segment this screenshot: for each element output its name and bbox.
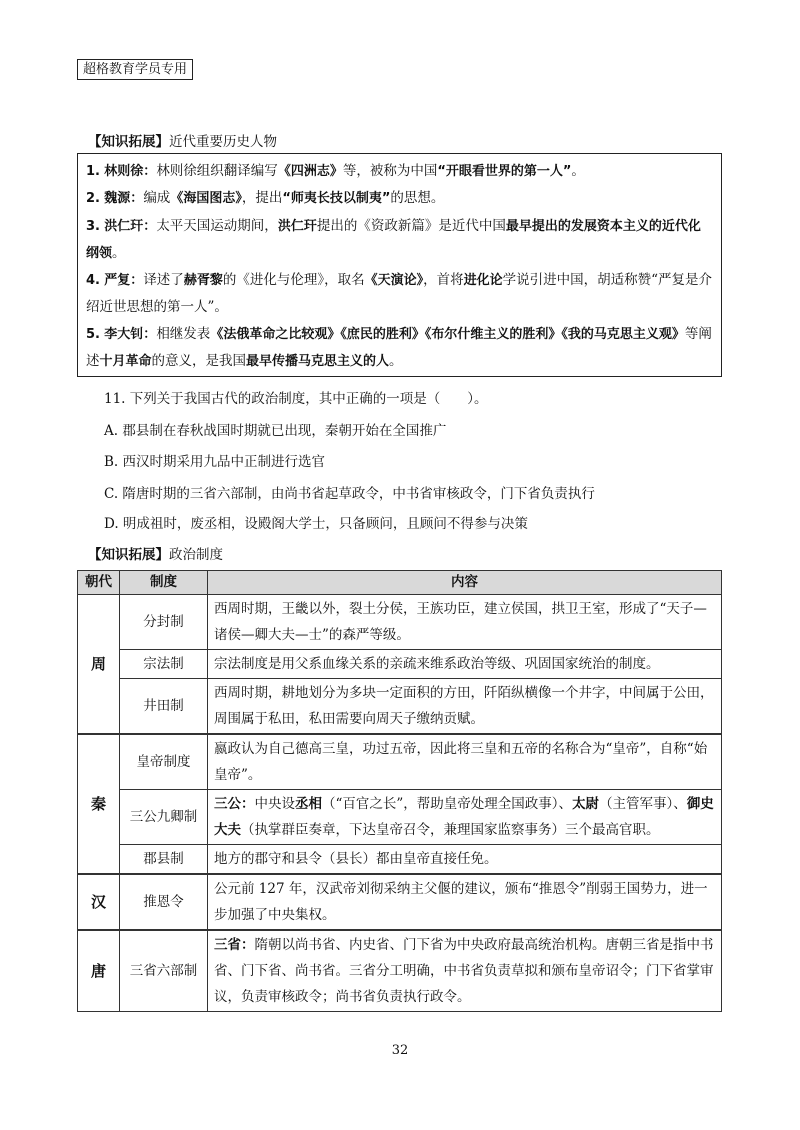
text: 中央设 [254, 796, 295, 812]
text: （执掌群臣奏章，下达皇帝召令，兼理国家监察事务）三个最高官职。 [241, 822, 660, 838]
text: 宗法制度是用父系血缘关系的亲疏来维系政治等级、巩固国家统治的制度。 [214, 656, 660, 672]
text: 西周时期，耕地划分为多块一定面积的方田，阡陌纵横像一个井字，中间属于公田，周围属于私田，私田需要向周天子缴纳贡赋。 [214, 685, 714, 727]
bold-text: 进化论 [463, 273, 503, 289]
figure-name: 洪仁玕 [104, 218, 144, 234]
content-cell [208, 679, 722, 735]
text: 西周时期，王畿以外，裂土分侯，王族功臣，建立侯国，拱卫王室，形成了“天子—诸侯—卿大夫—士”的森严等级。 [214, 601, 707, 643]
section-heading-figures [88, 130, 277, 150]
figure-number: 5. [86, 326, 100, 342]
section-title: 近代重要历史人物 [169, 134, 277, 150]
page-number: 32 [391, 1043, 409, 1058]
dynasty-cell: 唐 [78, 930, 120, 1012]
bold-text: 十月革命 [99, 354, 152, 370]
dynasty-cell: 周 [78, 595, 120, 735]
content-cell [208, 874, 722, 930]
text: 。 [389, 353, 403, 370]
brand-label: 超格教育学员专用 [77, 59, 193, 80]
figure-name: 严复 [104, 273, 131, 289]
figure-item: 3. 洪仁玕：太平天国运动期间，洪仁玕提出的《资政新篇》是近代中国最早提出的发展资本主义的近代化纲领。 [86, 217, 701, 261]
option-a: A. 郡县制在春秋战国时期就已出现，秦朝开始在全国推广 [104, 423, 447, 439]
figure-item: 4. 严复：译述了赫胥黎的《进化与伦理》，取名《天演论》，首将进化论学说引进中国，胡适称赞“严复是介绍近世思想的第一人”。 [86, 272, 713, 316]
content-cell [208, 734, 722, 790]
text: 地方的郡守和县令（县长）都由皇帝直接任免。 [214, 851, 498, 867]
text: 等阐述 [86, 325, 712, 370]
bold-text: 《法俄革命之比较观》《庶民的胜利》《布尔什维主义的胜利》《我的马克思主义观》 [210, 326, 685, 342]
system-cell: 三省六部制 [120, 930, 208, 1012]
figure-name: 林则徐 [104, 164, 144, 179]
text: 公元前 127 年，汉武帝刘彻采纳主父偃的建议，颁布“推恩令”削弱王国势力，进一步加强了中央集权。 [214, 881, 708, 923]
bold-text: 《海国图志》 [170, 191, 242, 207]
bold-text: 太尉 [572, 796, 600, 812]
text: 林则徐组织翻译编写 [156, 163, 278, 179]
text: 的意义，是我国 [151, 353, 247, 370]
system-cell: 郡县制 [120, 845, 208, 875]
bold-text: 三省： [214, 937, 255, 953]
table-row [78, 679, 722, 735]
bold-text: “师夷长技以制夷” [282, 191, 391, 207]
content-cell [208, 650, 722, 679]
table-header-row [78, 571, 722, 595]
section-tag: 【知识拓展】 [88, 547, 169, 563]
system-cell: 皇帝制度 [120, 734, 208, 790]
figure-number: 1. [86, 164, 100, 179]
header-system: 制度 [120, 571, 208, 595]
table-row [78, 734, 722, 790]
system-cell: 推恩令 [120, 874, 208, 930]
text: （主管军事）、 [599, 796, 687, 812]
text: 太平天国运动期间， [156, 217, 278, 234]
figure-number: 3. [86, 218, 100, 234]
figures-box [77, 153, 722, 377]
option-c: C. 隋唐时期的三省六部制，由尚书省起草政令，中书省审核政令，门下省负责执行 [104, 486, 595, 502]
text: 。 [571, 163, 585, 179]
content-cell [208, 930, 722, 1012]
system-cell: 井田制 [120, 679, 208, 735]
option-d: D. 明成祖时，废丞相，设殿阁大学士，只备顾问，且顾问不得参与决策 [104, 516, 528, 532]
table-row [78, 650, 722, 679]
bold-text: 赫胥黎 [183, 273, 223, 289]
bold-text: 御史大夫 [214, 796, 714, 838]
text: 嬴政认为自己德高三皇，功过五帝，因此将三皇和五帝的名称合为“皇帝”，自称“始皇帝”。 [214, 741, 708, 783]
bold-text: “开眼看世界的第一人” [437, 164, 572, 179]
table-row [78, 790, 722, 845]
system-cell: 分封制 [120, 595, 208, 650]
system-cell: 宗法制 [120, 650, 208, 679]
dynasty-cell: 秦 [78, 734, 120, 874]
figure-number: 2. [86, 191, 100, 207]
text: 学说引进中国，胡适称赞“严复是介绍近世思想的第一人”。 [86, 272, 713, 316]
system-cell: 三公九卿制 [120, 790, 208, 845]
text: ，首将 [423, 272, 464, 289]
bold-text: 三公： [214, 796, 255, 812]
bold-text: 《天演论》 [364, 273, 424, 289]
header-dynasty: 朝代 [78, 571, 120, 595]
section-title: 政治制度 [169, 547, 223, 563]
dynasty-cell: 汉 [78, 874, 120, 930]
text: 编成 [143, 190, 171, 207]
table-row [78, 595, 722, 650]
text: （“百官之长”，帮助皇帝处理全国政事）、 [322, 796, 573, 812]
content-cell [208, 595, 722, 650]
text: 译述了 [143, 272, 184, 289]
bold-text: 最早提出的发展资本主义的近代化纲领 [86, 218, 701, 261]
text: 。 [112, 244, 126, 261]
figure-item: 5. 李大钊：相继发表《法俄革命之比较观》《庶民的胜利》《布尔什维主义的胜利》《我的马克思主义观》等阐述十月革命的意义，是我国最早传播马克思主义的人。 [86, 325, 712, 370]
text: ，提出 [241, 190, 283, 207]
header-content: 内容 [208, 571, 722, 595]
political-systems-table [77, 570, 722, 1012]
table-row [78, 930, 722, 1012]
option-b: B. 西汉时期采用九品中正制进行选官 [104, 454, 326, 470]
figure-number: 4. [86, 273, 100, 289]
text: 提出的《资政新篇》是近代中国 [316, 217, 506, 234]
bold-text: 洪仁玕 [277, 218, 317, 234]
bold-text: 最早传播马克思主义的人 [246, 354, 390, 370]
figure-name: 李大钊 [104, 326, 144, 342]
question-stem: 11. 下列关于我国古代的政治制度，其中正确的一项是（ ）。 [104, 391, 488, 407]
figure-item: 2. 魏源：编成《海国图志》，提出“师夷长技以制夷”的思想。 [86, 190, 445, 207]
figure-item: 1. 林则徐：林则徐组织翻译编写《四洲志》等，被称为中国“开眼看世界的第一人”。 [86, 163, 585, 179]
content-cell [208, 790, 722, 845]
table-row [78, 845, 722, 875]
text: 隋朝以尚书省、内史省、门下省为中央政府最高统治机构。唐朝三省是指中书省、门下省、尚书省。三省分工明确，中书省负责草拟和颁布皇帝诏令；门下省掌审议，负责审核政令；尚书省负责执行政令。 [214, 937, 714, 1005]
text: 等，被称为中国 [342, 163, 438, 179]
text: 的思想。 [390, 190, 445, 207]
table-row [78, 874, 722, 930]
section-tag: 【知识拓展】 [88, 134, 169, 150]
bold-text: 丞相 [295, 796, 322, 812]
bold-text: 《四洲志》 [277, 164, 343, 179]
section-heading-systems [88, 543, 223, 563]
content-cell [208, 845, 722, 875]
text: 相继发表 [156, 325, 211, 342]
figure-name: 魏源 [104, 191, 131, 207]
text: 的《进化与伦理》，取名 [222, 272, 365, 289]
